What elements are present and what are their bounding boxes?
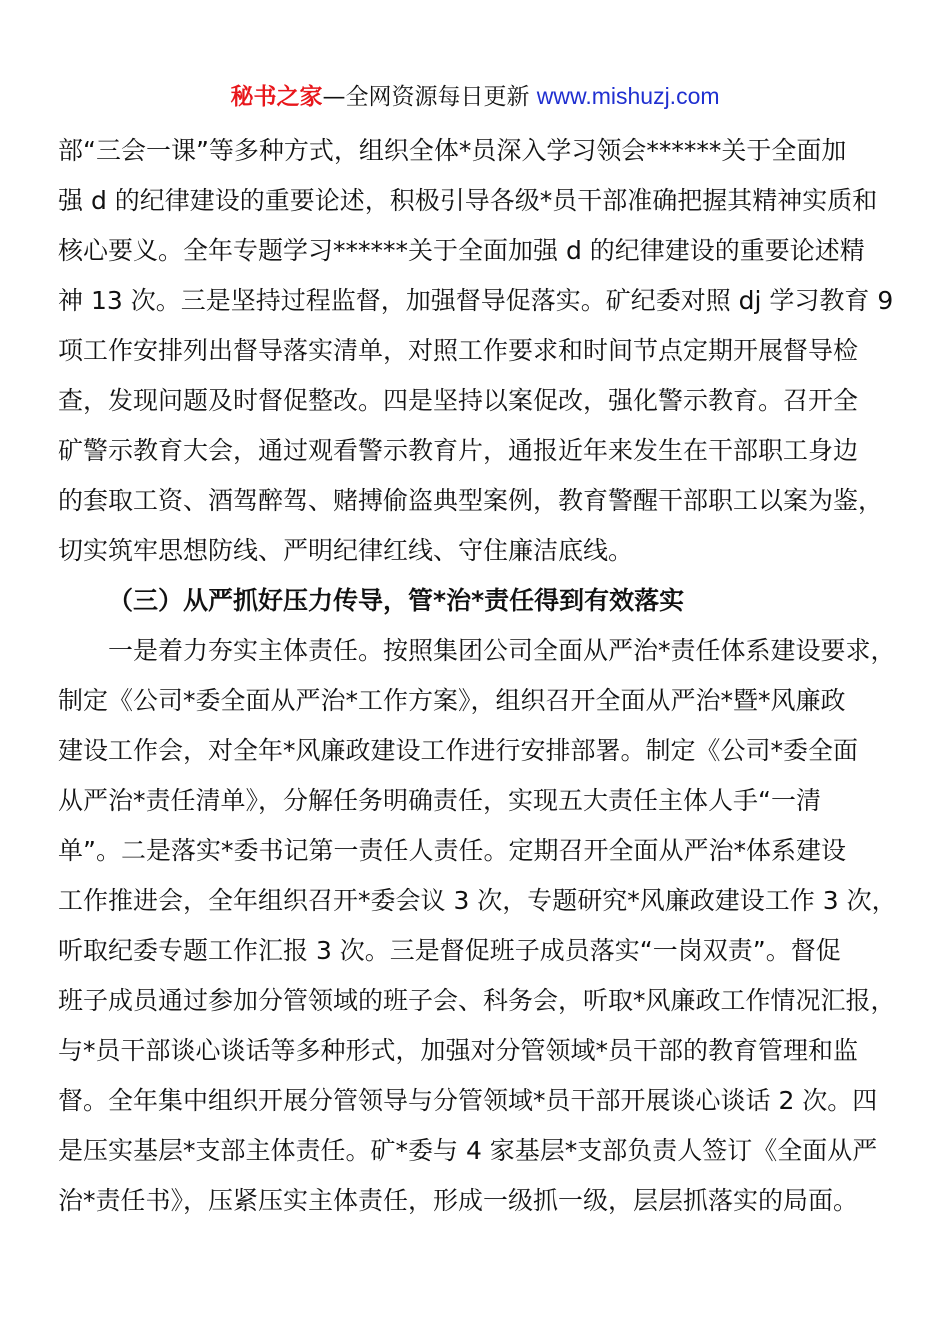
text-line: 矿警示教育大会，通过观看警示教育片，通报近年来发生在干部职工身边 [58, 436, 859, 465]
text-line: 从严治*责任清单》，分解任务明确责任，实现五大责任主体人手“一清 [58, 786, 821, 815]
header-tagline: —全网资源每日更新 [322, 84, 530, 110]
body-text [58, 126, 898, 1226]
text-line: 工作推进会，全年组织召开*委会议 3 次，专题研究*风廉政建设工作 3 次， [58, 886, 897, 915]
text-line: 核心要义。全年专题学习******关于全面加强 d 的纪律建设的重要论述精 [58, 236, 865, 265]
text-line: 建设工作会，对全年*风廉政建设工作进行安排部署。制定《公司*委全面 [58, 736, 859, 765]
page-header [0, 80, 950, 113]
text-line: 听取纪委专题工作汇报 3 次。三是督促班子成员落实“一岗双责”。督促 [58, 936, 841, 965]
text-line: 切实筑牢思想防线、严明纪律红线、守住廉洁底线。 [58, 536, 634, 565]
text-line: 单”。二是落实*委书记第一责任人责任。定期召开全面从严治*体系建设 [58, 836, 846, 865]
text-line: 项工作安排列出督导落实清单，对照工作要求和时间节点定期开展督导检 [58, 336, 859, 365]
brand-name: 秘书之家 [230, 84, 323, 110]
text-line: 神 13 次。三是坚持过程监督，加强督导促落实。矿纪委对照 dj 学习教育 9 [58, 286, 894, 315]
text-line: 是压实基层*支部主体责任。矿*委与 4 家基层*支部负责人签订《全面从严 [58, 1136, 878, 1165]
paragraph-first-line: 一是着力夯实主体责任。按照集团公司全面从严治*责任体系建设要求， [108, 636, 896, 665]
text-line: 督。全年集中组织开展分管领导与分管领域*员干部开展谈心谈话 2 次。四 [58, 1086, 878, 1115]
text-line: 查，发现问题及时督促整改。四是坚持以案促改，强化警示教育。召开全 [58, 386, 859, 415]
text-line: 与*员干部谈心谈话等多种形式，加强对分管领域*员干部的教育管理和监 [58, 1036, 859, 1065]
text-line: 治*责任书》，压紧压实主体责任，形成一级抓一级，层层抓落实的局面。 [58, 1186, 859, 1215]
text-line: 强 d 的纪律建设的重要论述，积极引导各级*员干部准确把握其精神实质和 [58, 186, 878, 215]
text-line: 部“三会一课”等多种方式，组织全体*员深入学习领会******关于全面加 [58, 136, 847, 165]
text-line: 班子成员通过参加分管领域的班子会、科务会，听取*风廉政工作情况汇报， [58, 986, 896, 1015]
text-line: 的套取工资、酒驾醉驾、赌搏偷盗典型案例，教育警醒干部职工以案为鉴， [58, 486, 884, 515]
text-line: 制定《公司*委全面从严治*工作方案》，组织召开全面从严治*暨*风廉政 [58, 686, 846, 715]
section-heading: （三）从严抓好压力传导，管*治*责任得到有效落实 [108, 586, 685, 615]
site-url-link[interactable]: www.mishuzj.com [536, 83, 720, 109]
